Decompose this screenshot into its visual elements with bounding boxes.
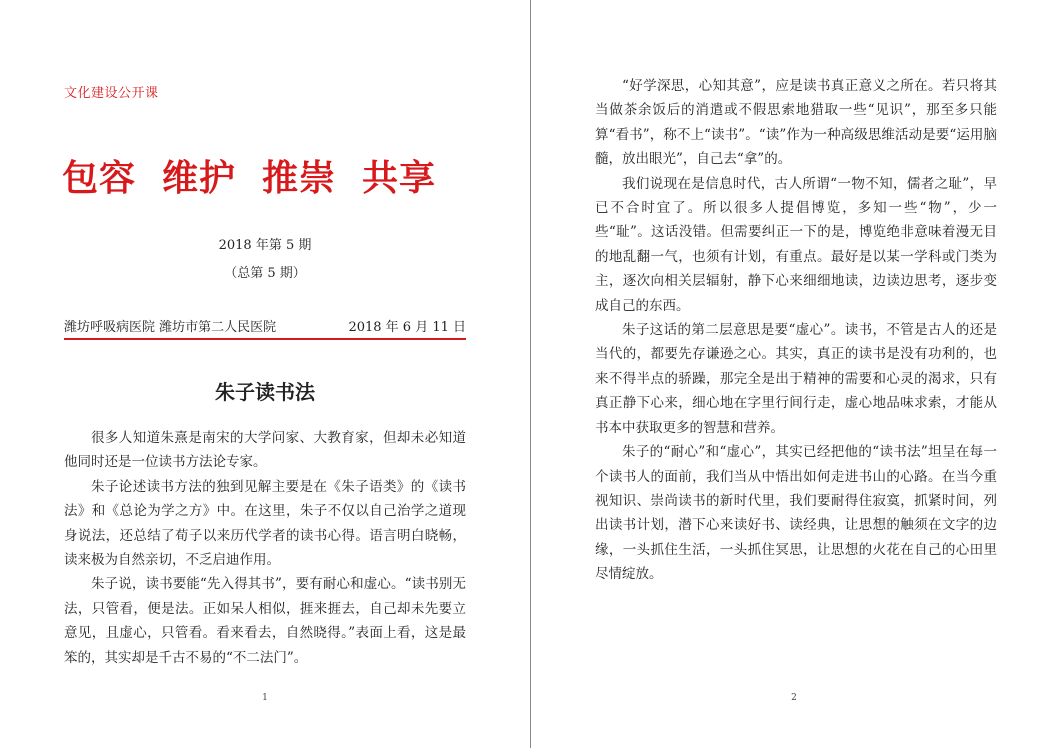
red-divider: [64, 338, 466, 340]
headline: [62, 150, 482, 201]
publisher-line: [64, 316, 466, 335]
page-2: [531, 0, 1060, 748]
headline-word: 维护: [162, 157, 237, 199]
column-title: 文化建设公开课: [64, 86, 159, 101]
paragraph: 我们说现在是信息时代，古人所谓“一物不知，儒者之耻”，早已不合时宜了。所以很多人提倡博览，多知一些“物”，少一些“耻”。这话没错。但需要纠正一下的是，博览绝非意味着漫无目的地乱翻一气，也须有计划，有重点。最好是以某一学科或门类为主，逐次向相关层辐射，静下心来细细地读，边读边思考，逐步变成自己的东西。: [595, 175, 997, 314]
article-body-right: [595, 74, 997, 587]
headline-word: 推崇: [262, 157, 337, 199]
issue-number: 2018 年第 5 期: [218, 238, 312, 253]
page-number: 2: [791, 693, 797, 703]
paragraph: 很多人知道朱熹是南宋的大学问家、大教育家，但却未必知道他同时还是一位读书方法论专家。: [64, 430, 466, 471]
publish-date: 2018 年 6 月 11 日: [348, 320, 466, 335]
paragraph: “好学深思，心知其意”，应是读书真正意义之所在。若只将其当做茶余饭后的消遣或不假思索地猎取一些“见识”，那至多只能算“看书”，称不上“读书”。“读”作为一种高级思维活动是要“运用脑髓，放出眼光”，自己去“拿”的。: [595, 78, 997, 168]
issue-total: （总第 5 期）: [224, 266, 306, 281]
paragraph: 朱子说，读书要能“先入得其书”，要有耐心和虚心。“读书别无法，只管看，便是法。正如呆人相似，捱来捱去，自己却未先要立意见，且虚心，只管看。看来看去，自然晓得。”表面上看，这是最笨的，其实却是千古不易的“不二法门”。: [64, 576, 466, 666]
publisher: 潍坊呼吸病医院 潍坊市第二人民医院: [64, 320, 277, 335]
article-body-left: [64, 426, 466, 670]
paragraph: 朱子这话的第二层意思是要“虚心”。读书，不管是古人的还是当代的，都要先存谦逊之心。其实，真正的读书是没有功利的，也来不得半点的骄躁，那完全是出于精神的需要和心灵的渴求，只有真正静下心来，细心地在字里行间行走，虚心地品味求索，才能从书本中获取更多的智慧和营养。: [595, 322, 997, 436]
paragraph: 朱子的“耐心”和“虚心”，其实已经把他的“读书法”坦呈在每一个读书人的面前，我们当从中悟出如何走进书山的心路。在当今重视知识、崇尚读书的新时代里，我们要耐得住寂寞，抓紧时间，列出读书计划，潜下心来读好书、读经典，让思想的触须在文字的边缘，一头抓住生活，一头抓住冥思，让思想的火花在自己的心田里尽情绽放。: [595, 444, 997, 583]
page-number: 1: [262, 693, 268, 703]
article-title: 朱子读书法: [215, 380, 315, 404]
headline-word: 共享: [362, 157, 437, 199]
headline-word: 包容: [62, 157, 137, 199]
paragraph: 朱子论述读书方法的独到见解主要是在《朱子语类》的《读书法》和《总论为学之方》中。在这里，朱子不仅以自己治学之道现身说法，还总结了荀子以来历代学者的读书心得。语言明白晓畅，读来极为自然亲切，不乏启迪作用。: [64, 478, 466, 569]
